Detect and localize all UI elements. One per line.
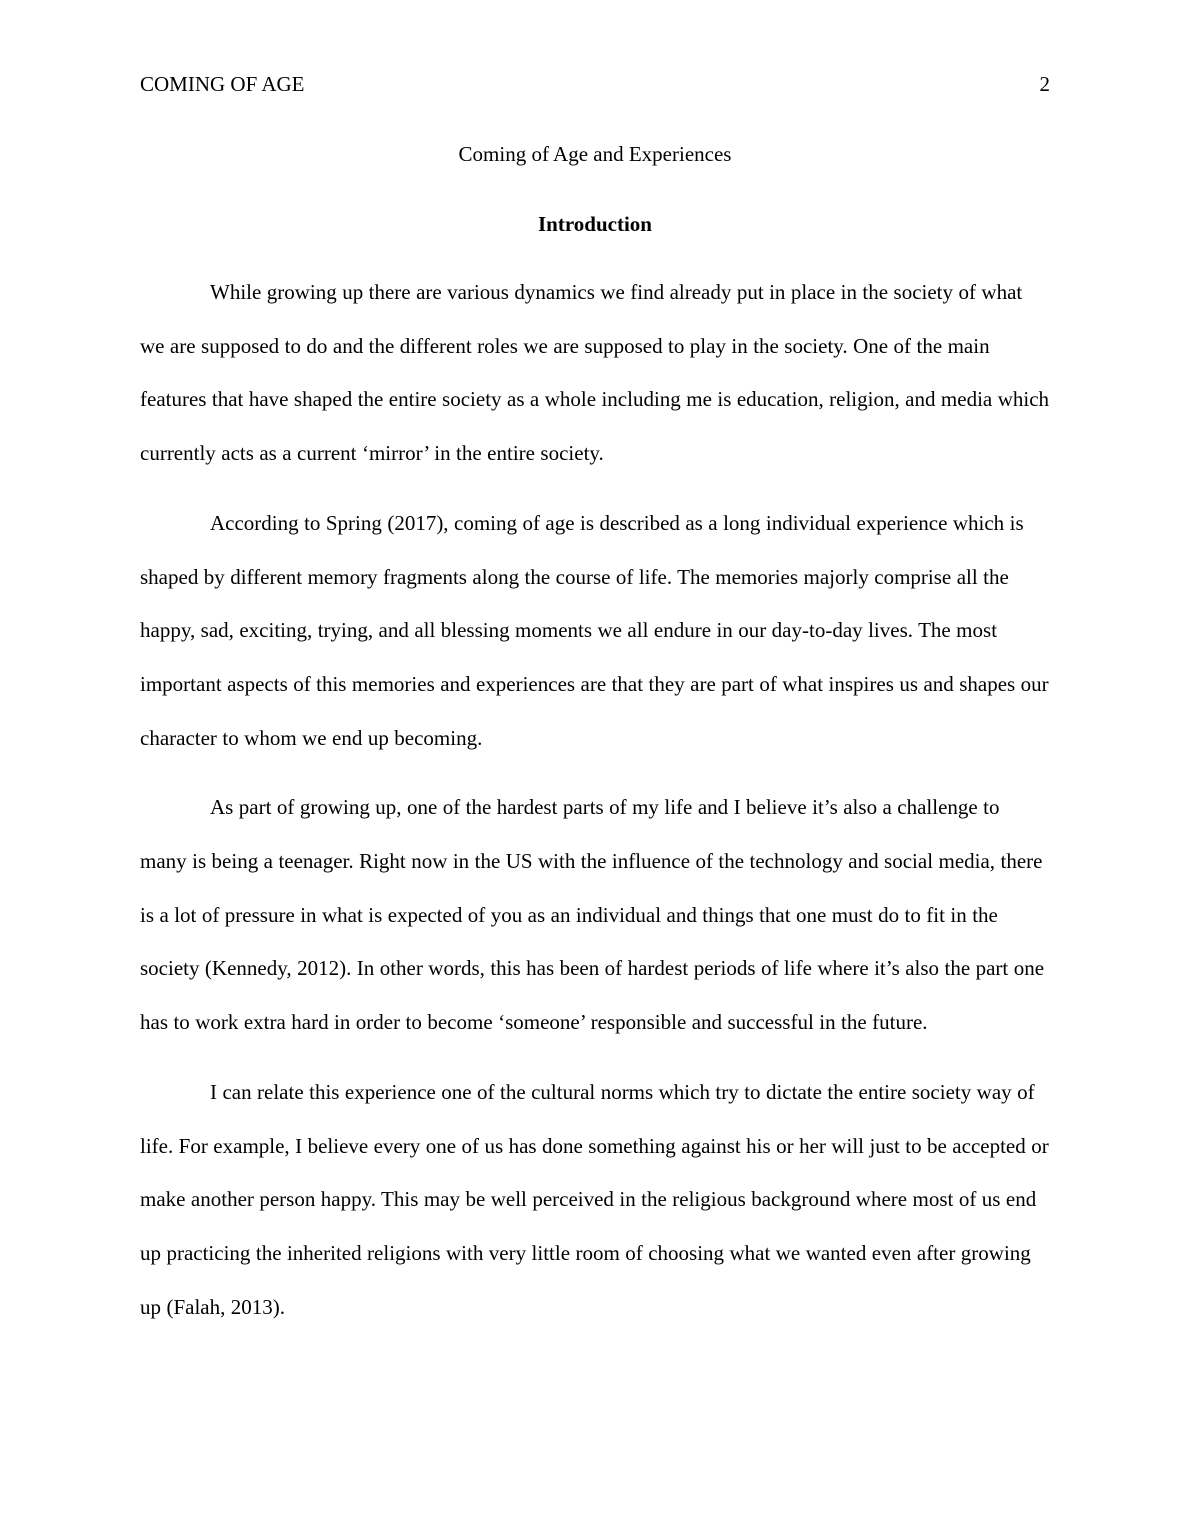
body-text	[140, 266, 1050, 1350]
paragraph-3: As part of growing up, one of the hardest parts of my life and I believe it’s also a challenge to many is being a teenager. Right now in the US with the influence of the technology and social media, there is a lot of pressure in what is expected of you as an individual and things that one must do to fit in the society (Kennedy, 2012). In other words, this has been of hardest periods of life where it’s also the part one has to work extra hard in order to become ‘someone’ responsible and successful in the future.	[140, 795, 1045, 1035]
paragraph-4: I can relate this experience one of the cultural norms which try to dictate the entire society way of life. For example, I believe every one of us has done something against his or her will just to be accepted or make another person happy. This may be well perceived in the religious background where most of us end up practicing the inherited religions with very little room of choosing what we wanted even after growing up (Falah, 2013).	[140, 1079, 1049, 1319]
document-title: Coming of Age and Experiences	[458, 142, 732, 166]
page-number: 2	[1039, 72, 1050, 96]
running-head: COMING OF AGE	[140, 72, 305, 96]
paragraph-2: According to Spring (2017), coming of age is described as a long individual experience which is shaped by different memory fragments along the course of life. The memories majorly comprise all the happy, sad, exciting, trying, and all blessing moments we all endure in our day-to-day lives. The most important aspects of this memories and experiences are that they are part of what inspires us and shapes our character to whom we end up becoming.	[140, 510, 1049, 750]
paragraph-1: While growing up there are various dynamics we find already put in place in the society of what we are supposed to do and the different roles we are supposed to play in the society. One of the main features that have shaped the entire society as a whole including me is education, religion, and media which currently acts as a current ‘mirror’ in the entire society.	[140, 280, 1050, 466]
section-heading: Introduction	[538, 212, 652, 236]
